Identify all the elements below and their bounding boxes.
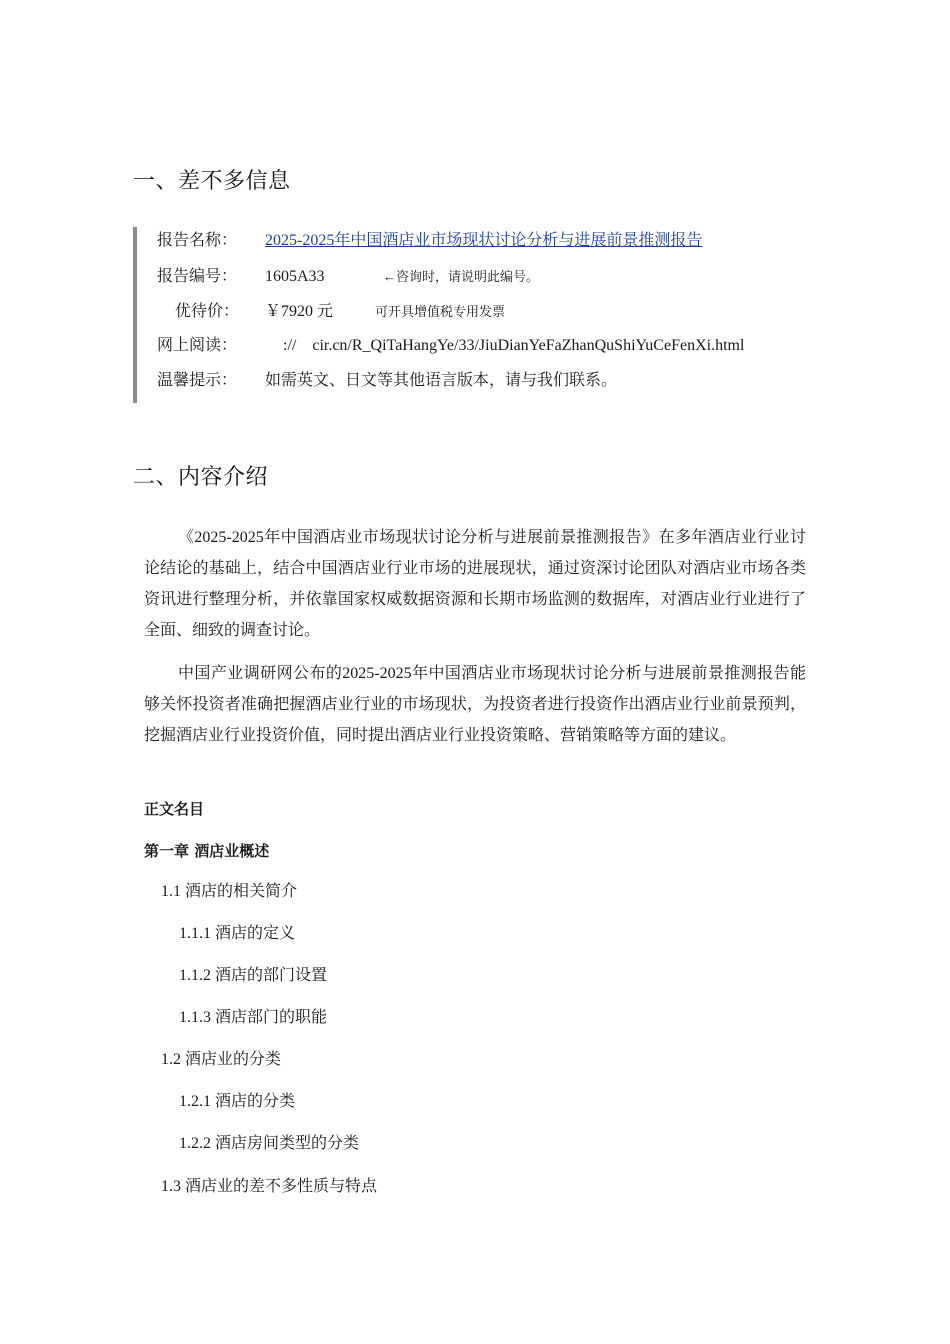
- intro-paragraph-1: 《2025-2025年中国酒店业市场现状讨论分析与进展前景推测报告》在多年酒店业行业讨论结论的基础上，结合中国酒店业行业市场的进展现状，通过资深讨论团队对酒店业市场各类资讯进行整理分析，并依靠国家权威数据资源和长期市场监测的数据库，对酒店业行业进行了全面、细致的调查讨论。: [144, 529, 806, 639]
- toc-item: 1.2.2 酒店房间类型的分类: [179, 1135, 360, 1152]
- online-read-url[interactable]: :// cir.cn/R_QiTaHangYe/33/JiuDianYeFaZhanQuShiYuCeFenXi.html: [283, 337, 745, 354]
- price-label: 优待价：: [175, 303, 240, 320]
- toc-item: 1.1 酒店的相关简介: [161, 883, 298, 900]
- tip-label: 温馨提示：: [157, 372, 238, 389]
- tip-value: 如需英文、日文等其他语言版本，请与我们联系。: [265, 372, 618, 389]
- section-heading-content: 二、内容介绍: [133, 465, 269, 490]
- section-heading-basic-info: 一、差不多信息: [133, 169, 291, 194]
- toc-chapter-1: 第一章 酒店业概述: [144, 842, 270, 860]
- report-code-value: 1605A33: [265, 268, 325, 285]
- toc-item: 1.3 酒店业的差不多性质与特点: [161, 1178, 378, 1195]
- toc-item: 1.1.2 酒店的部门设置: [179, 967, 328, 984]
- toc-item: 1.2 酒店业的分类: [161, 1051, 282, 1068]
- price-value: ￥7920 元: [265, 303, 334, 320]
- intro-paragraph-2: 中国产业调研网公布的2025-2025年中国酒店业市场现状讨论分析与进展前景推测报告能够关怀投资者准确把握酒店业行业的市场现状，为投资者进行投资作出酒店业行业前景预判，挖掘酒店业行业投资价值，同时提出酒店业行业投资策略、营销策略等方面的建议。: [144, 665, 806, 744]
- report-info-block: [133, 227, 837, 403]
- price-note: 可开具增值税专用发票: [375, 304, 506, 319]
- toc-item: 1.1.3 酒店部门的职能: [179, 1009, 328, 1026]
- report-name-label: 报告名称：: [157, 232, 238, 249]
- online-read-label: 网上阅读：: [157, 337, 238, 354]
- report-code-label: 报告编号：: [157, 268, 238, 285]
- toc-item: 1.2.1 酒店的分类: [179, 1093, 296, 1110]
- report-code-note: ←咨询时，请说明此编号。: [383, 269, 540, 284]
- toc-item: 1.1.1 酒店的定义: [179, 925, 296, 942]
- toc-title: 正文名目: [144, 800, 205, 818]
- report-name-link[interactable]: 2025-2025年中国酒店业市场现状讨论分析与进展前景推测报告: [265, 232, 703, 249]
